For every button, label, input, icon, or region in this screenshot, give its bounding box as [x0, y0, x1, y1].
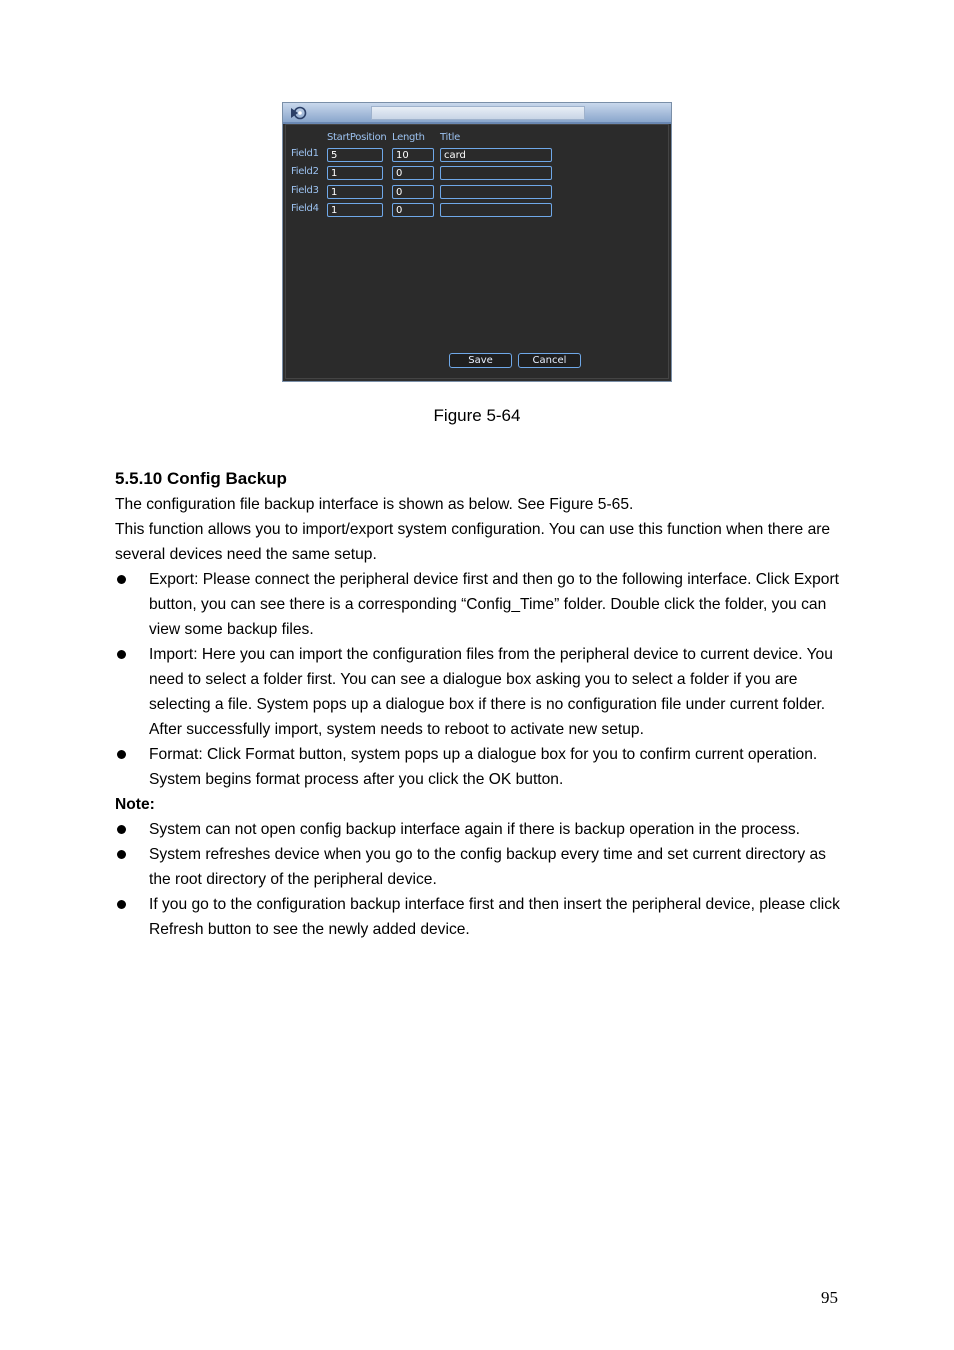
- figure-caption: Figure 5-64: [433, 406, 521, 425]
- list-item: [115, 817, 845, 842]
- list-item-text: Import: Here you can import the configuration files from the peripheral device to current device. You need to select a folder first. You can see a dialogue box asking you to select a folder if you are selecting a file. System pops up a dialogue box if there is no configuration file under current folder. After successfully import, system needs to reboot to activate new setup.: [149, 646, 833, 738]
- note-label: Note:: [115, 796, 155, 813]
- field1-label: Field1: [291, 148, 319, 159]
- column-header-length: Length: [392, 132, 425, 143]
- bullet-icon: [117, 750, 126, 759]
- field2-length-input[interactable]: [392, 166, 434, 180]
- dialog-titlebar: [283, 103, 671, 124]
- dvr-dialog-screenshot: [282, 102, 672, 382]
- page-number: 95: [821, 1288, 838, 1307]
- field4-title-input[interactable]: [440, 203, 552, 217]
- field3-length-input[interactable]: [392, 185, 434, 199]
- list-item: [115, 567, 845, 642]
- feature-list: [115, 567, 845, 792]
- bullet-icon: [117, 575, 126, 584]
- dialog-title-field: [371, 106, 585, 120]
- field4-label: Field4: [291, 203, 319, 214]
- intro-paragraph: The configuration file backup interface is shown as below. See Figure 5-65.: [115, 496, 634, 513]
- field1-title-input[interactable]: [440, 148, 552, 162]
- dialog-body: [285, 124, 669, 379]
- list-item: [115, 642, 845, 742]
- bullet-icon: [117, 850, 126, 859]
- section-body: [115, 492, 845, 942]
- list-item: [115, 892, 845, 942]
- bullet-icon: [117, 650, 126, 659]
- column-header-title: Title: [440, 132, 460, 143]
- field3-label: Field3: [291, 185, 319, 196]
- field4-length-input[interactable]: [392, 203, 434, 217]
- function-paragraph: This function allows you to import/export system configuration. You can use this function when there are several devices need the same setup.: [115, 521, 831, 563]
- bullet-icon: [117, 825, 126, 834]
- cancel-button[interactable]: Cancel: [518, 353, 581, 368]
- field1-length-input[interactable]: [392, 148, 434, 162]
- list-item-text: Export: Please connect the peripheral device first and then go to the following interface. Click Export button, you can see there is a corresponding “Config_Time” folder. Double click the folder, you can view some backup files.: [149, 571, 839, 638]
- list-item: [115, 842, 845, 892]
- list-item-text: Format: Click Format button, system pops up a dialogue box for you to confirm current operation. System begins format process after you click the OK button.: [149, 746, 818, 788]
- list-item: [115, 742, 845, 792]
- note-list: [115, 817, 845, 942]
- column-header-start-position: StartPosition: [327, 132, 387, 143]
- field2-label: Field2: [291, 166, 319, 177]
- field4-start-input[interactable]: [327, 203, 383, 217]
- dvr-logo-icon: [287, 105, 309, 121]
- field2-start-input[interactable]: [327, 166, 383, 180]
- field3-start-input[interactable]: [327, 185, 383, 199]
- list-item-text: If you go to the configuration backup interface first and then insert the peripheral device, please click Refresh button to see the newly added device.: [149, 896, 840, 938]
- save-button[interactable]: Save: [449, 353, 512, 368]
- field3-title-input[interactable]: [440, 185, 552, 199]
- field2-title-input[interactable]: [440, 166, 552, 180]
- section-heading: 5.5.10 Config Backup: [115, 469, 287, 488]
- field1-start-input[interactable]: [327, 148, 383, 162]
- list-item-text: System can not open config backup interface again if there is backup operation in the process.: [149, 821, 801, 838]
- bullet-icon: [117, 900, 126, 909]
- list-item-text: System refreshes device when you go to the config backup every time and set current directory as the root directory of the peripheral device.: [149, 846, 826, 888]
